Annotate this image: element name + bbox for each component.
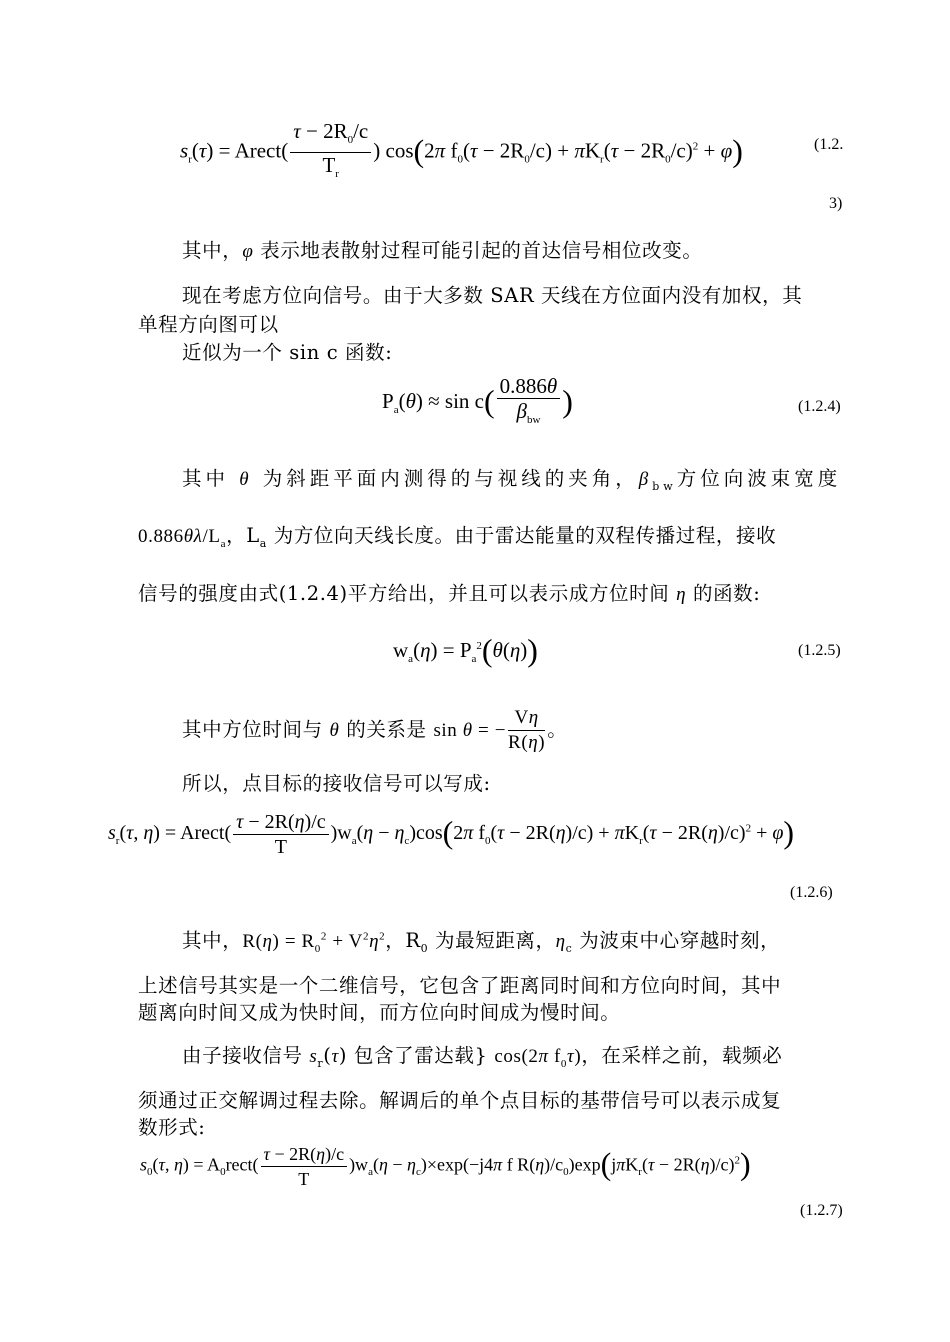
paragraph-angle-line1: 其中 θ 为斜距平面内测得的与视线的夹角，$\beta_{bw}$方位向波束宽度	[182, 467, 842, 493]
paragraph-range-definition: 其中，$R(\eta) = R_0^2 + V^2\eta^2$，$R_0$ 为最短距离，$\eta_c$ 为波束中心穿越时刻，	[182, 929, 781, 955]
equation-number-1-2-6: (1.2.6)	[790, 884, 833, 901]
paragraph-2d-signal-line1: 上述信号其实是一个二维信号，它包含了距离同时间和方位向时间，其中	[138, 974, 782, 997]
paragraph-azimuth-line3: 近似为一个 sin c 函数:	[182, 341, 393, 364]
equation-number-1-2-5: (1.2.5)	[798, 642, 841, 659]
paragraph-demod-line3: 数形式:	[138, 1116, 206, 1139]
equation-number-1-2-3-part1: (1.2.	[814, 136, 844, 153]
equation-1-2-3: $s_r(\tau)$ = Arect( $\frac{\tau - 2R_0/c}{T_r}$ ) cos(2π $f_0(\tau - 2R_0/c) + \pi K_r(\tau - 2R_0/c)^2 + \varphi$)	[180, 119, 743, 181]
equation-number-1-2-4: (1.2.4)	[798, 398, 841, 415]
equation-1-2-4: $P_a(\theta) \approx \sin c$( $\frac{0.886\theta}{\beta_{bw}}$ )	[382, 374, 573, 427]
paragraph-angle-line2: $0.886\theta\lambda/L_a$，$L_a$ 为方位向天线长度。由于雷达能量的双程传播过程，接收	[138, 524, 777, 550]
equation-number-1-2-7: (1.2.7)	[800, 1202, 843, 1219]
paragraph-2d-signal-line2: 题离向时间又成为快时间，而方位向时间成为慢时间。	[138, 1001, 621, 1024]
paragraph-angle-line3: 信号的强度由式(1.2.4)平方给出，并且可以表示成方位时间 η 的函数:	[138, 582, 761, 605]
equation-1-2-6: $s_r(\tau$, η) = Arect( $\frac{\tau - 2R(\eta)/c}{T}$ )$w_a(\eta - \eta_c)\cos(2\pi$ $f_0(\tau - 2R(\eta)/c) + \pi K_r(\tau - 2R(\eta)/c)^2 + \varphi$)	[108, 811, 795, 858]
paragraph-point-target: 所以，点目标的接收信号可以写成:	[182, 772, 491, 795]
equation-number-1-2-3-part2: 3)	[829, 195, 843, 212]
equation-1-2-5: $w_a(\eta) = P_a^2(\theta(\eta))$	[393, 632, 538, 668]
paragraph-phase-note: 其中，φ 表示地表散射过程可能引起的首达信号相位改变。	[182, 239, 703, 262]
paragraph-demod-line2: 须通过正交解调过程去除。解调后的单个点目标的基带信号可以表示成复	[138, 1089, 782, 1112]
paragraph-demod-line1: 由子接收信号 $s_r(\tau)$ 包含了雷达载} cos(2π $f_0\tau$)，在采样之前，载频必	[182, 1044, 783, 1070]
equation-1-2-7: $s_0(\tau$, $\eta) = A_0rect$( $\frac{\tau - 2R(\eta)/c}{T}$ )$w_a(\eta - \eta_c)\times\exp(-j4\pi$ f $R(\eta)/c_0)\exp(j\pi K_r(\tau - 2R(\eta)/c)^2)$	[140, 1144, 751, 1189]
paragraph-sin-relation: 其中方位时间与 θ 的关系是 sin θ = − $\frac{V\eta}{R(\eta)}$ 。	[182, 707, 568, 753]
paragraph-azimuth-line2: 单程方向图可以	[138, 313, 279, 336]
paragraph-azimuth-line1: 现在考虑方位向信号。由于大多数 SAR 天线在方位面内没有加权，其	[182, 284, 803, 307]
